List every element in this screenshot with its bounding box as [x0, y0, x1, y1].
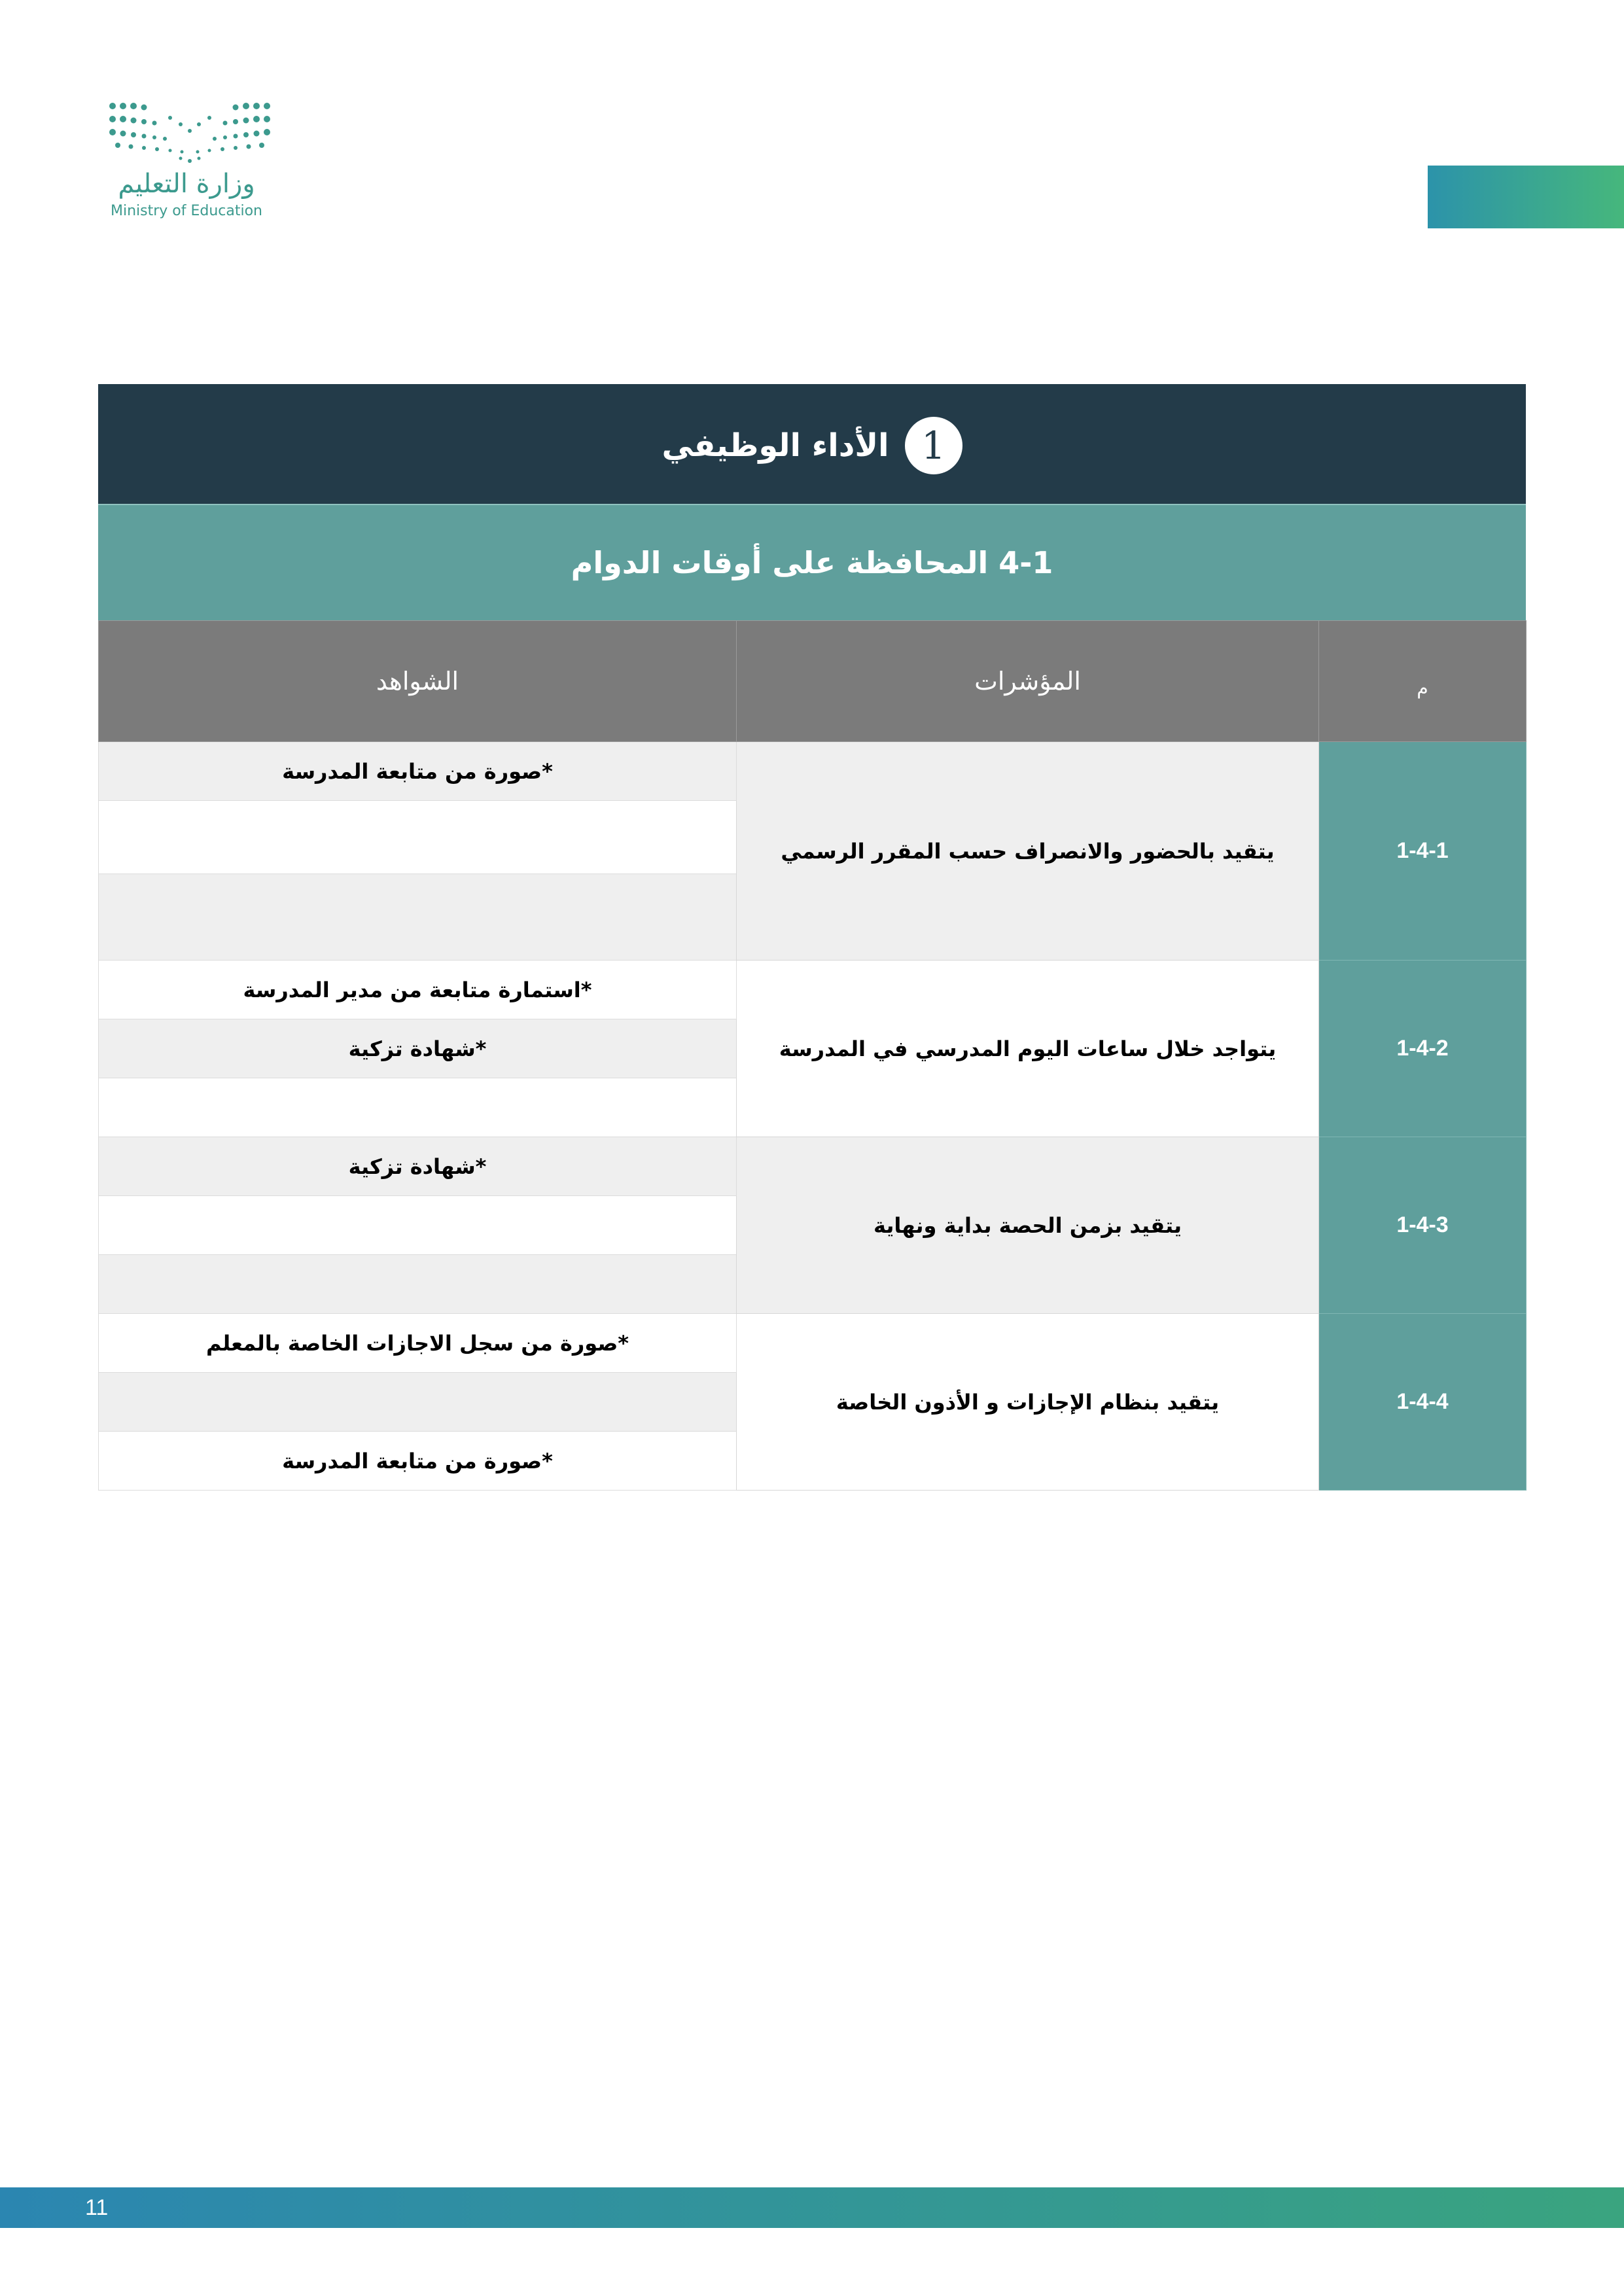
evidence-cell	[99, 1196, 737, 1255]
ministry-logo	[105, 98, 275, 229]
column-header-number: م	[1319, 621, 1527, 742]
indicators-table	[98, 620, 1527, 1491]
indicator-cell: يتقيد بالحضور والانصراف حسب المقرر الرسمي	[737, 742, 1319, 961]
footer-gradient-band	[0, 2187, 1624, 2228]
table-header-row	[99, 621, 1527, 742]
logo-arabic-text: وزارة التعليم	[118, 169, 255, 199]
evidence-cell	[99, 874, 737, 961]
evidence-cell: *شهادة تزكية	[99, 1019, 737, 1078]
indicator-cell: يتواجد خلال ساعات اليوم المدرسي في المدرسة	[737, 961, 1319, 1137]
subsection-title: 4-1 المحافظة على أوقات الدوام	[98, 504, 1526, 620]
evidence-cell	[99, 801, 737, 874]
performance-table-frame	[98, 384, 1526, 1491]
evidence-cell: *صورة من سجل الاجازات الخاصة بالمعلم	[99, 1314, 737, 1373]
section-banner	[98, 384, 1526, 504]
table-row	[99, 1137, 1527, 1196]
page-number: 11	[85, 2195, 109, 2220]
evidence-cell	[99, 1255, 737, 1314]
table-row	[99, 742, 1527, 801]
row-id-cell: 1-4-1	[1319, 742, 1527, 961]
indicator-cell: يتقيد بنظام الإجازات و الأذون الخاصة	[737, 1314, 1319, 1491]
row-id-cell: 1-4-3	[1319, 1137, 1527, 1314]
column-header-evidence: الشواهد	[99, 621, 737, 742]
logo-dots-icon	[105, 98, 275, 170]
row-id-cell: 1-4-2	[1319, 961, 1527, 1137]
evidence-cell: *استمارة متابعة من مدير المدرسة	[99, 961, 737, 1019]
evidence-cell	[99, 1078, 737, 1137]
section-title: الأداء الوظيفي	[662, 427, 889, 464]
evidence-cell: *صورة من متابعة المدرسة	[99, 742, 737, 801]
column-header-indicators: المؤشرات	[737, 621, 1319, 742]
table-row	[99, 1314, 1527, 1373]
evidence-cell: *صورة من متابعة المدرسة	[99, 1432, 737, 1491]
corner-gradient-band	[1428, 166, 1624, 228]
section-number-badge: 1	[905, 417, 962, 474]
row-id-cell: 1-4-4	[1319, 1314, 1527, 1491]
table-row	[99, 961, 1527, 1019]
evidence-cell	[99, 1373, 737, 1432]
logo-english-text: Ministry of Education	[110, 203, 263, 219]
indicator-cell: يتقيد بزمن الحصة بداية ونهاية	[737, 1137, 1319, 1314]
evidence-cell: *شهادة تزكية	[99, 1137, 737, 1196]
